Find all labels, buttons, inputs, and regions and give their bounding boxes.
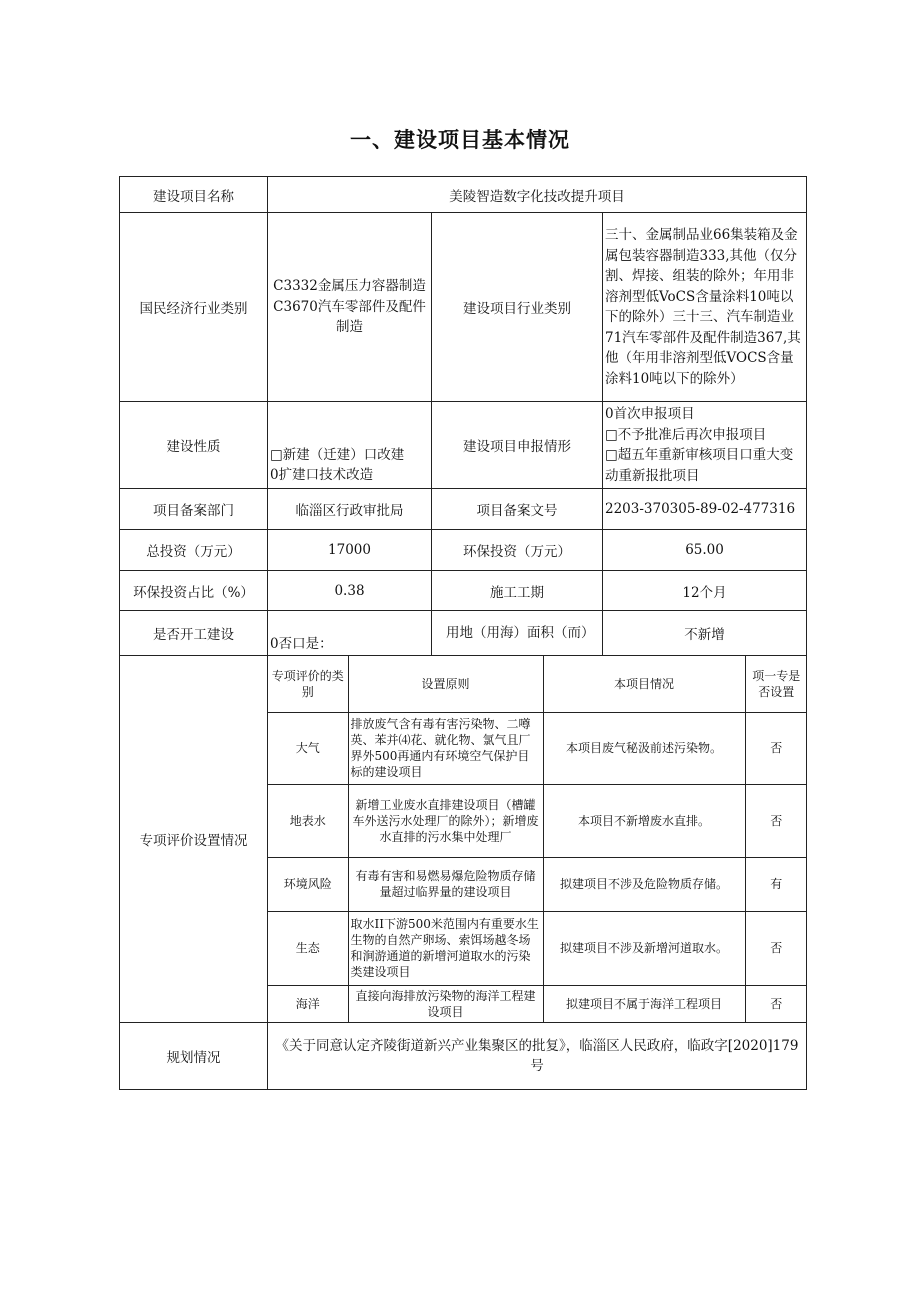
industry-label: 国民经济行业类别	[120, 213, 268, 402]
special-eval-table	[268, 656, 807, 1022]
setup-cell: 否	[745, 712, 807, 784]
env-ratio-value: 0.38	[268, 571, 432, 611]
project-industry-label: 建设项目行业类别	[432, 213, 603, 402]
situation-cell: 本项目废气秘汲前述污染物。	[543, 712, 745, 784]
table-row	[268, 712, 807, 784]
industry-value-line-1: C3332金属压力容器制造	[273, 278, 426, 295]
row-planning	[120, 1023, 807, 1090]
row-industry	[120, 213, 807, 402]
principle-cell: 新增工业废水直排建设项目（槽罐车外送污水处理厂的除外）；新增废水直排的污水集中处理厂	[348, 784, 543, 857]
env-invest-value: 65.00	[603, 530, 807, 571]
record-dept-label: 项目备案部门	[120, 489, 268, 530]
declare-value-line-1: 0首次申报项目	[605, 406, 695, 422]
declare-value-line-2: □不予批准后再次申报项目	[605, 426, 767, 443]
principle-cell: 排放废气含有毒有害污染物、二噂英、苯并⑷花、就化物、氯气且厂界外500再通内有环境空气保护目标的建设项目	[348, 712, 543, 784]
setup-cell: 有	[745, 857, 807, 911]
principle-cell: 取水II下游500米范围内有重要水生生物的自然产卵场、索饵场越冬场和涧游通道的新增河道取水的污染类建设项目	[348, 911, 543, 985]
declare-value-line-3: □超五年重新审核项目口重大变动重新报批项目	[605, 447, 794, 484]
invest-value: 17000	[268, 530, 432, 571]
row-invest	[120, 530, 807, 571]
nature-value-line-2: 0扩建口技术改造	[270, 467, 374, 483]
industry-value	[268, 213, 432, 402]
project-name-label: 建设项目名称	[120, 177, 268, 213]
row-record	[120, 489, 807, 530]
situation-cell: 拟建项目不涉及新增河道取水。	[543, 911, 745, 985]
situation-cell: 拟建项目不属于海洋工程项目	[543, 985, 745, 1022]
header-situation: 本项目情况	[543, 656, 745, 712]
table-row	[268, 985, 807, 1022]
special-eval-cell	[268, 656, 807, 1023]
row-nature	[120, 402, 807, 489]
header-setup: 项一专是否设置	[745, 656, 807, 712]
env-invest-label: 环保投资（万元）	[432, 530, 603, 571]
invest-label: 总投资（万元）	[120, 530, 268, 571]
setup-cell: 否	[745, 911, 807, 985]
row-started	[120, 611, 807, 656]
situation-cell: 本项目不新增废水直排。	[543, 784, 745, 857]
record-dept-value: 临淄区行政审批局	[268, 489, 432, 530]
planning-label: 规划情况	[120, 1023, 268, 1090]
project-name-value: 美陵智造数字化技改提升项目	[268, 177, 807, 213]
category-cell: 环境风险	[268, 857, 348, 911]
period-value: 12个月	[603, 571, 807, 611]
table-row	[268, 784, 807, 857]
nature-value-line-1: □新建（迁建）口改建	[270, 446, 405, 463]
row-project-name	[120, 177, 807, 213]
nature-label: 建设性质	[120, 402, 268, 489]
land-value: 不新增	[603, 611, 807, 656]
principle-cell: 直接向海排放污染物的海洋工程建设项目	[348, 985, 543, 1022]
project-industry-value: 三十、金属制品业66集装箱及金属包装容器制造333,其他（仅分割、焊接、组装的除外；年用非溶剂型低VoCS含量涂料10吨以下的除外）三十三、汽车制造业71汽车零部件及配件制造367,其他（年用非溶剂型低VOCS含量涂料10吨以下的除外）	[603, 213, 807, 402]
project-info-table	[119, 176, 807, 1090]
table-row	[268, 911, 807, 985]
nature-value	[268, 402, 432, 489]
started-label: 是否开工建设	[120, 611, 268, 656]
setup-cell: 否	[745, 985, 807, 1022]
table-row	[268, 857, 807, 911]
land-label: 用地（用海）面积（而）	[432, 611, 603, 656]
category-cell: 海洋	[268, 985, 348, 1022]
record-no-value: 2203-370305-89-02-477316	[603, 489, 807, 530]
category-cell: 大气	[268, 712, 348, 784]
period-label: 施工工期	[432, 571, 603, 611]
record-no-label: 项目备案文号	[432, 489, 603, 530]
header-principle: 设置原则	[348, 656, 543, 712]
industry-value-line-2: C3670汽车零部件及配件制造	[273, 298, 426, 336]
header-category: 专项评价的类别	[268, 656, 348, 712]
declare-label: 建设项目申报情形	[432, 402, 603, 489]
situation-cell: 拟建项目不涉及危险物质存储。	[543, 857, 745, 911]
env-ratio-label: 环保投资占比（%）	[120, 571, 268, 611]
special-header-row	[268, 656, 807, 712]
started-value: 0否口是：	[268, 611, 432, 656]
declare-value	[603, 402, 807, 489]
category-cell: 生态	[268, 911, 348, 985]
principle-cell: 有毒有害和易燃易爆危险物质存储量超过临界量的建设项目	[348, 857, 543, 911]
page-title: 一、建设项目基本情况	[350, 128, 570, 152]
category-cell: 地表水	[268, 784, 348, 857]
special-label: 专项评价设置情况	[120, 656, 268, 1023]
row-special	[120, 656, 807, 1023]
row-ratio	[120, 571, 807, 611]
setup-cell: 否	[745, 784, 807, 857]
planning-value: 《关于同意认定齐陵街道新兴产业集聚区的批复》，临淄区人民政府，临政字[2020]179号	[268, 1023, 807, 1090]
